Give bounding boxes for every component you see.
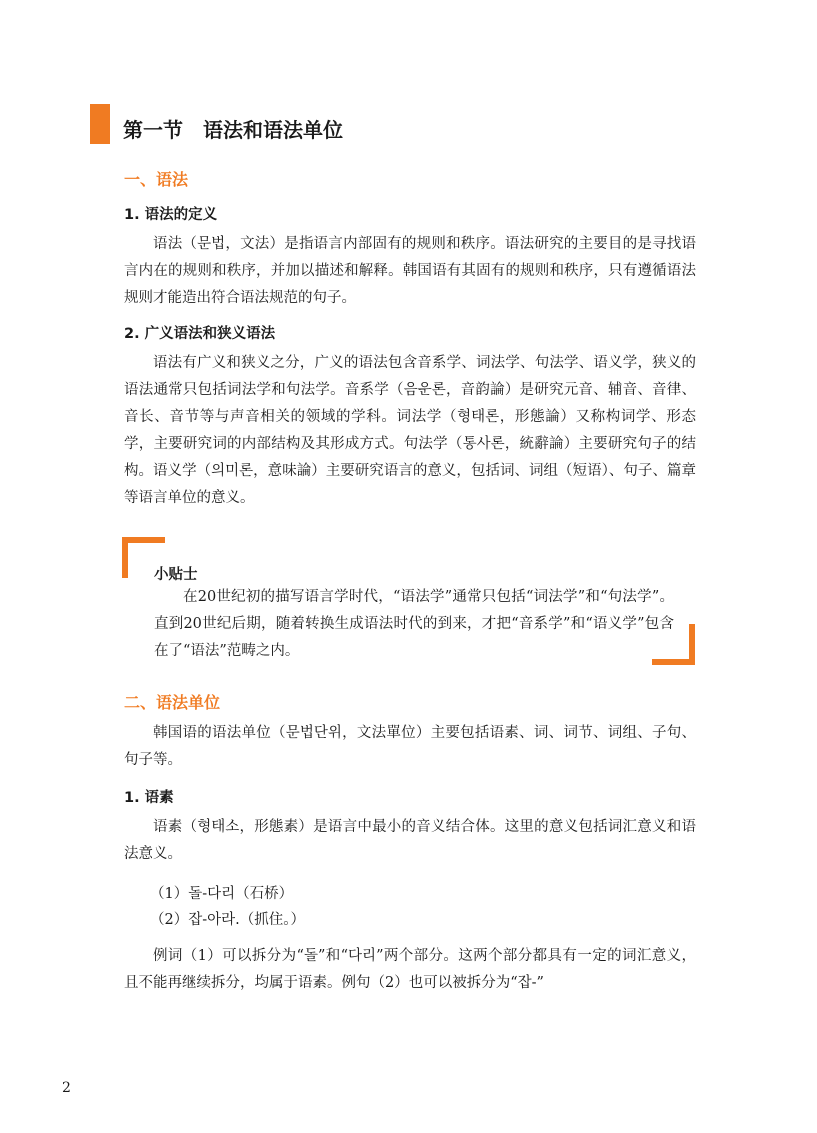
tip-title: 小贴士: [154, 567, 198, 583]
example-1: （1）돌-다리（石桥）: [150, 886, 294, 902]
paragraph-grammar-units-intro: 韩国语的语法单位（문법단위，文法單位）主要包括语素、词、词节、词组、子句、句子等。: [124, 725, 696, 768]
paragraph-broad-narrow-grammar: 语法有广义和狭义之分，广义的语法包含音系学、词法学、句法学、语义学，狭义的语法通常只包括词法学和句法学。音系学（음운론，音韵論）是研究元音、辅音、音律、音长、音节等与声音相关的领域的学科。词法学（형태론，形態論）又称构词学、形态学，主要研究词的内部结构及其形成方式。句法学（통사론，統辭論）主要研究句子的结构。语义学（의미론，意味論）主要研究语言的意义，包括词、词组（短语）、句子、篇章等语言单位的意义。: [124, 355, 696, 506]
paragraph-morpheme-examples: 例词（1）可以拆分为“돌”和“다리”两个部分。这两个部分都具有一定的词汇意义，且不能再继续拆分，均属于语素。例句（2）也可以被拆分为“잡-”: [124, 948, 696, 991]
heading-grammar: 一、语法: [124, 170, 189, 189]
tip-corner-bottom-right-vertical: [689, 624, 695, 665]
tip-corner-top-left-vertical: [122, 537, 128, 578]
tip-corner-top-left: [122, 537, 165, 543]
section-accent-bar: [90, 104, 110, 144]
heading-grammar-definition: 1. 语法的定义: [124, 207, 218, 223]
section-title: 第一节 语法和语法单位: [123, 118, 343, 142]
paragraph-grammar-definition: 语法（문법，文法）是指语言内部固有的规则和秩序。语法研究的主要目的是寻找语言内在的规则和秩序，并加以描述和解释。韩国语有其固有的规则和秩序，只有遵循语法规则才能造出符合语法规范的句子。: [124, 236, 696, 306]
tip-text: 在20世纪初的描写语言学时代，“语法学”通常只包括“词法学”和“句法学”。直到20世纪后期，随着转换生成语法时代的到来，才把“音系学”和“语义学”包含在了“语法”范畴之内。: [154, 589, 674, 659]
heading-morpheme: 1. 语素: [124, 790, 174, 806]
heading-broad-narrow-grammar: 2. 广义语法和狭义语法: [124, 326, 276, 342]
heading-grammar-units: 二、语法单位: [124, 693, 221, 712]
paragraph-morpheme: 语素（형태소，形態素）是语言中最小的音义结合体。这里的意义包括词汇意义和语法意义。: [124, 819, 696, 862]
example-2: （2）잡-아라.（抓住。）: [150, 912, 306, 928]
page-number: 2: [62, 1080, 71, 1096]
